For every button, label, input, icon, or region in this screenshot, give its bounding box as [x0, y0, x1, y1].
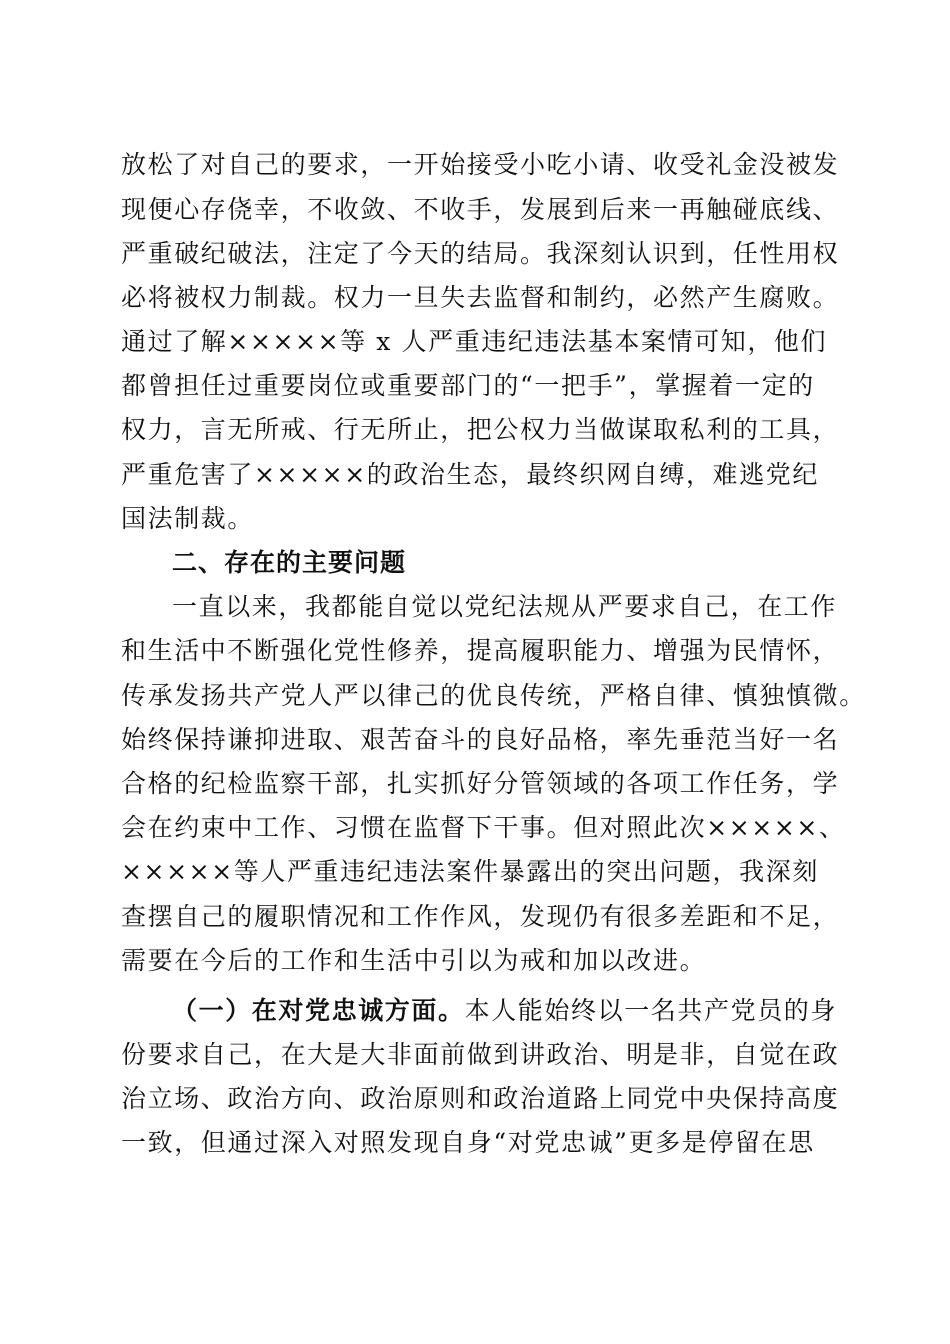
body-text-line: 传承发扬共产党人严以律己的优良传统，严格自律、慎独慎微。 [121, 681, 866, 710]
body-text-line: 都曾担任过重要岗位或重要部门的“一把手”，掌握着一定的 [121, 371, 815, 400]
body-text-line: 和生活中不断强化党性修养，提高履职能力、增强为民情怀， [121, 636, 840, 665]
section-heading: 二、存在的主要问题 [172, 548, 407, 577]
body-text-line: 治立场、政治方向、政治原则和政治道路上同党中央保持高度 [121, 1084, 840, 1113]
body-text-line: 权力，言无所戒、行无所止，把公权力当做谋取私利的工具， [121, 415, 840, 444]
body-text-line: 查摆自己的履职情况和工作作风，发现仍有很多差距和不足， [121, 902, 840, 931]
body-text-line: 严重破纪破法，注定了今天的结局。我深刻认识到，任性用权 [121, 239, 840, 268]
body-text-line: 现便心存侥幸，不收敛、不收手，发展到后来一再触碰底线、 [121, 195, 840, 224]
subsection-text: 本人能始终以一名共产党员的身 [464, 996, 838, 1025]
body-text-line: 合格的纪检监察干部，扎实抓好分管领域的各项工作任务，学 [121, 769, 840, 798]
body-text-line: 始终保持谦抑进取、艰苦奋斗的良好品格，率先垂范当好一名 [121, 725, 840, 754]
subsection-first-line [172, 989, 892, 1033]
subsection-title: （一）在对党忠诚方面。 [172, 996, 465, 1025]
body-text-line: 国法制裁。 [121, 504, 255, 533]
body-text-line: 份要求自己，在大是大非面前做到讲政治、明是非，自觉在政 [121, 1040, 840, 1069]
body-text-line: 必将被权力制裁。权力一旦失去监督和制约，必然产生腐败。 [121, 283, 840, 312]
body-text-line: 严重危害了×××××的政治生态，最终织网自缚，难逃党纪 [121, 460, 819, 489]
body-text-line: 通过了解×××××等 x 人严重违纪违法基本案情可知，他们 [121, 327, 828, 356]
body-text-line: 会在约束中工作、习惯在监督下干事。但对照此次×××××、 [121, 813, 846, 842]
body-text-line: 放松了对自己的要求，一开始接受小吃小请、收受礼金没被发 [121, 150, 840, 179]
body-text-line: 需要在今后的工作和生活中引以为戒和加以改进。 [121, 946, 707, 975]
body-text-line: 一直以来，我都能自觉以党纪法规从严要求自己，在工作 [172, 592, 838, 621]
body-text-line: 一致，但通过深入对照发现自身“对党忠诚”更多是停留在思 [121, 1128, 815, 1157]
body-text-line: ×××××等人严重违纪违法案件暴露出的突出问题，我深刻 [121, 857, 819, 886]
